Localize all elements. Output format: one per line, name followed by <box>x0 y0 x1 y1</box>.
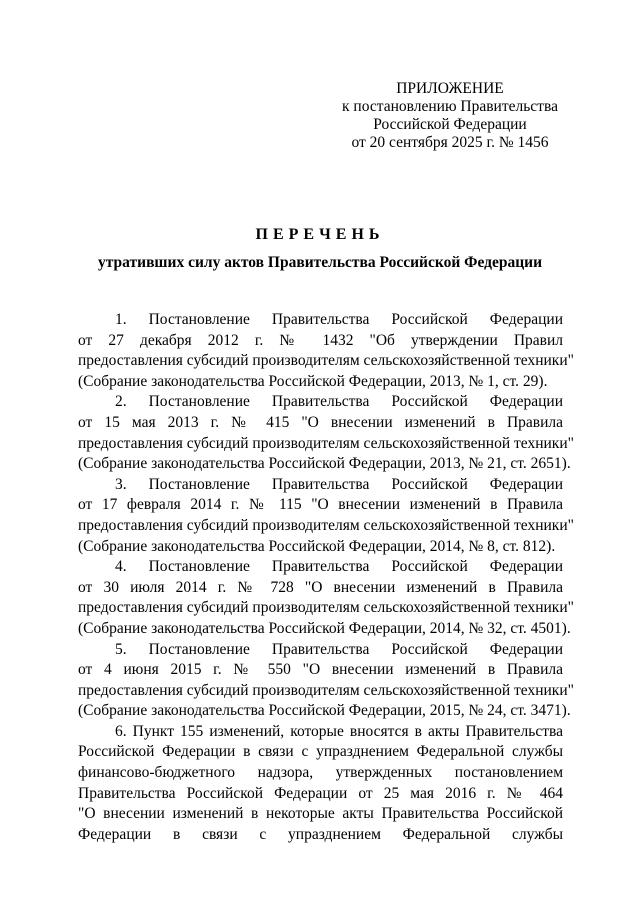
repealed-acts-list <box>78 310 574 845</box>
appendix-line-resolution: к постановлению Правительства <box>342 98 558 115</box>
list-item <box>78 640 574 722</box>
list-item-line: предоставления субсидий производителям сельскохозяйственной техники" <box>78 681 574 699</box>
document-subtitle: утративших силу актов Правительства Российской Федерации <box>98 254 542 271</box>
list-item-line: (Собрание законодательства Российской Федерации, 2014, № 8, ст. 812). <box>78 537 556 555</box>
list-item-line: 2. Постановление Правительства Российской Федерации <box>115 393 563 411</box>
list-item-line: предоставления субсидий производителям сельскохозяйственной техники" <box>78 599 574 617</box>
list-item-line: финансово-бюджетного надзора, утвержденных постановлением <box>78 764 563 782</box>
list-item-line: 3. Постановление Правительства Российской Федерации <box>115 475 563 493</box>
document-title: ПЕРЕЧЕНЬ <box>255 226 385 243</box>
list-item-line: "О внесении изменений в некоторые акты Правительства Российской <box>78 805 563 823</box>
list-item <box>78 557 574 639</box>
list-item-line: предоставления субсидий производителям сельскохозяйственной техники" <box>78 352 574 370</box>
list-item-line: от 4 июня 2015 г. № 550 "О внесении изменений в Правила <box>78 661 563 679</box>
list-item-line: (Собрание законодательства Российской Федерации, 2013, № 1, ст. 29). <box>78 372 548 390</box>
list-item-line: от 27 декабря 2012 г. № 1432 "Об утверждении Правил <box>78 331 563 349</box>
list-item <box>78 475 574 557</box>
list-item-line: предоставления субсидий производителям сельскохозяйственной техники" <box>78 516 574 534</box>
list-item-line: от 15 мая 2013 г. № 415 "О внесении изменений в Правила <box>78 413 563 431</box>
list-item-line: Правительства Российской Федерации от 25 мая 2016 г. № 464 <box>78 784 563 802</box>
list-item-line: Российской Федерации в связи с упразднением Федеральной службы <box>78 743 563 761</box>
list-item-line: 6. Пункт 155 изменений, которые вносятся в акты Правительства <box>115 722 563 740</box>
list-item-line: 1. Постановление Правительства Российской Федерации <box>115 311 563 328</box>
appendix-heading: ПРИЛОЖЕНИЕ <box>396 80 504 97</box>
appendix-line-date-number: от 20 сентября 2025 г. № 1456 <box>351 134 549 151</box>
list-item-line: от 30 июля 2014 г. № 728 "О внесении изменений в Правила <box>78 578 563 596</box>
list-item-line: от 17 февраля 2014 г. № 115 "О внесении изменений в Правила <box>78 496 563 514</box>
list-item-line: предоставления субсидий производителям сельскохозяйственной техники" <box>78 434 574 452</box>
list-item <box>78 722 563 846</box>
list-item-line: (Собрание законодательства Российской Федерации, 2013, № 21, ст. 2651). <box>78 455 571 473</box>
list-item-line: (Собрание законодательства Российской Федерации, 2014, № 32, ст. 4501). <box>78 619 571 637</box>
list-item <box>78 392 574 474</box>
list-item <box>78 310 574 392</box>
list-item-line: Федерации в связи с упразднением Федеральной службы <box>78 825 563 843</box>
list-item-line: (Собрание законодательства Российской Федерации, 2015, № 24, ст. 3471). <box>78 702 571 720</box>
appendix-line-federation: Российской Федерации <box>373 116 527 133</box>
appendix-block <box>330 80 570 152</box>
list-item-line: 4. Постановление Правительства Российской Федерации <box>115 558 563 576</box>
list-item-line: 5. Постановление Правительства Российской Федерации <box>115 640 563 658</box>
